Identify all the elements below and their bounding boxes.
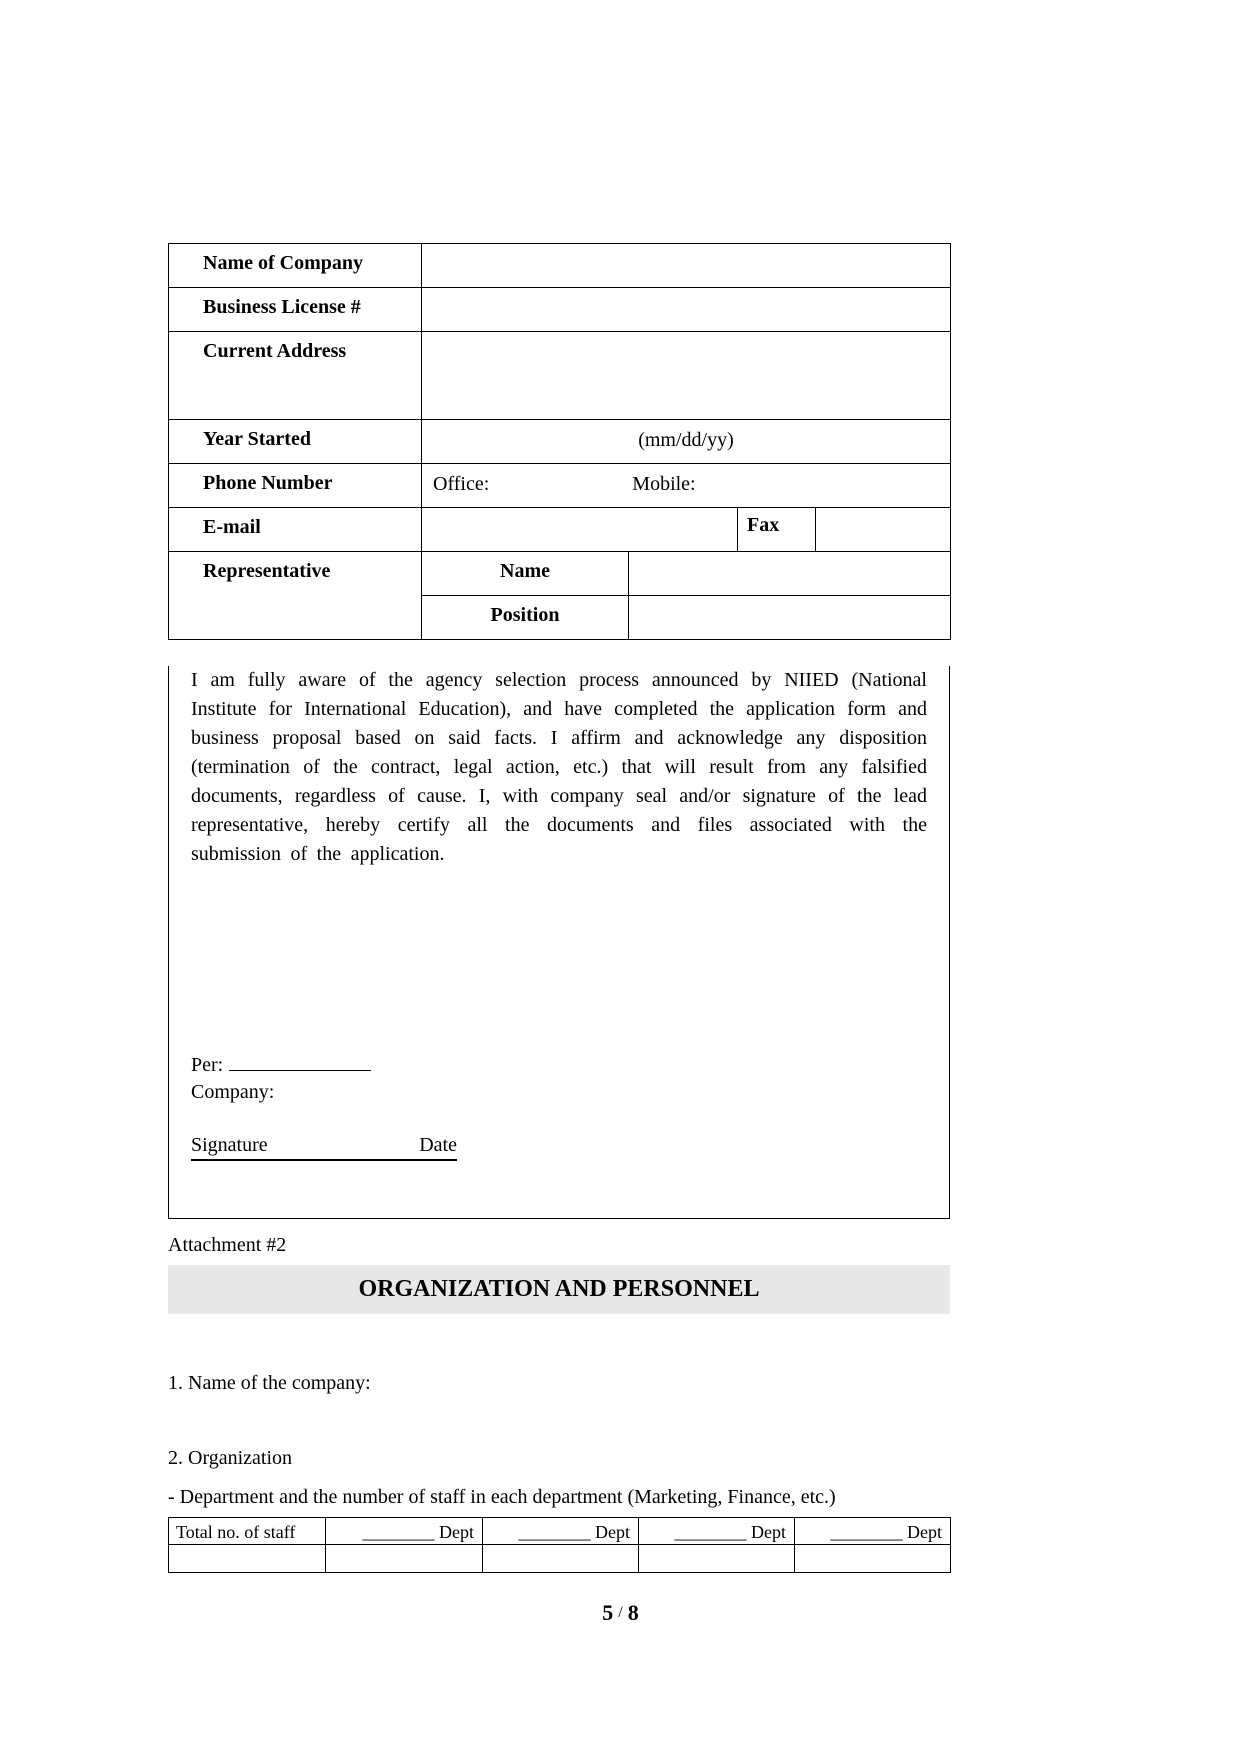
date-label: Date — [419, 1134, 457, 1156]
per-row — [191, 1051, 371, 1077]
phone-office-label: Office: — [433, 473, 490, 495]
name-of-company-label: Name of Company — [169, 244, 422, 288]
declaration-text: I am fully aware of the agency selection process announced by NIIED (National Institute for International Education), and have completed the application form and business proposal based on said facts. I affirm and acknowledge any disposition (termination of the contract, legal action, etc.) that will result from any falsified documents, regardless of cause. I, with company seal and/or signature of the lead representative, hereby certify all the documents and files associated with the submission of the application. — [191, 669, 927, 865]
year-started-label: Year Started — [169, 420, 422, 464]
signature-label: Signature — [191, 1134, 268, 1156]
table-row — [169, 464, 951, 508]
staff-value-dept-1 — [326, 1545, 483, 1573]
company-info-table — [168, 243, 951, 640]
company-label: Company: — [191, 1081, 275, 1103]
section-item-2: 2. Organization — [168, 1447, 293, 1469]
table-row — [169, 508, 951, 552]
representative-name-field — [629, 552, 951, 596]
staff-value-total — [169, 1545, 326, 1573]
page-number-total: 8 — [627, 1600, 639, 1625]
staff-table — [168, 1517, 951, 1573]
year-started-field: (mm/dd/yy) — [422, 420, 951, 464]
phone-number-label: Phone Number — [169, 464, 422, 508]
signature-line — [191, 1134, 457, 1161]
section-item-2-note: - Department and the number of staff in each department (Marketing, Finance, etc.) — [168, 1486, 836, 1508]
attachment-label: Attachment #2 — [168, 1234, 287, 1256]
representative-name-label: Name — [422, 552, 629, 596]
fax-label: Fax — [738, 508, 816, 552]
email-label: E-mail — [169, 508, 422, 552]
email-field — [422, 508, 738, 552]
business-license-field — [422, 288, 951, 332]
fax-field — [816, 508, 951, 552]
current-address-field — [422, 332, 951, 420]
table-row — [169, 332, 951, 420]
staff-value-dept-3 — [639, 1545, 795, 1573]
company-row — [191, 1081, 274, 1104]
table-row — [169, 288, 951, 332]
page-number-current: 5 — [602, 1600, 614, 1625]
staff-header-dept-2: ________ Dept — [483, 1518, 639, 1545]
declaration-box — [168, 666, 950, 1219]
table-row — [169, 552, 951, 596]
name-of-company-field — [422, 244, 951, 288]
per-label: Per: — [191, 1054, 224, 1076]
staff-header-dept-4: ________ Dept — [795, 1518, 951, 1545]
representative-label: Representative — [169, 552, 422, 640]
document-content — [168, 0, 950, 1573]
table-row — [169, 420, 951, 464]
phone-number-field — [422, 464, 951, 508]
staff-header-total: Total no. of staff — [169, 1518, 326, 1545]
staff-header-dept-3: ________ Dept — [639, 1518, 795, 1545]
section-title-bar: ORGANIZATION AND PERSONNEL — [168, 1265, 950, 1314]
per-underline — [229, 1051, 371, 1071]
current-address-label: Current Address — [169, 332, 422, 420]
staff-table-header-row — [169, 1518, 951, 1545]
page-number-separator: / — [618, 1604, 623, 1621]
staff-table-empty-row — [169, 1545, 951, 1573]
representative-position-field — [629, 596, 951, 640]
staff-header-dept-1: ________ Dept — [326, 1518, 483, 1545]
phone-mobile-label: Mobile: — [632, 473, 696, 495]
staff-value-dept-2 — [483, 1545, 639, 1573]
page-number — [0, 1600, 1241, 1626]
table-row — [169, 244, 951, 288]
section-item-1: 1. Name of the company: — [168, 1372, 371, 1394]
staff-value-dept-4 — [795, 1545, 951, 1573]
representative-position-label: Position — [422, 596, 629, 640]
business-license-label: Business License # — [169, 288, 422, 332]
